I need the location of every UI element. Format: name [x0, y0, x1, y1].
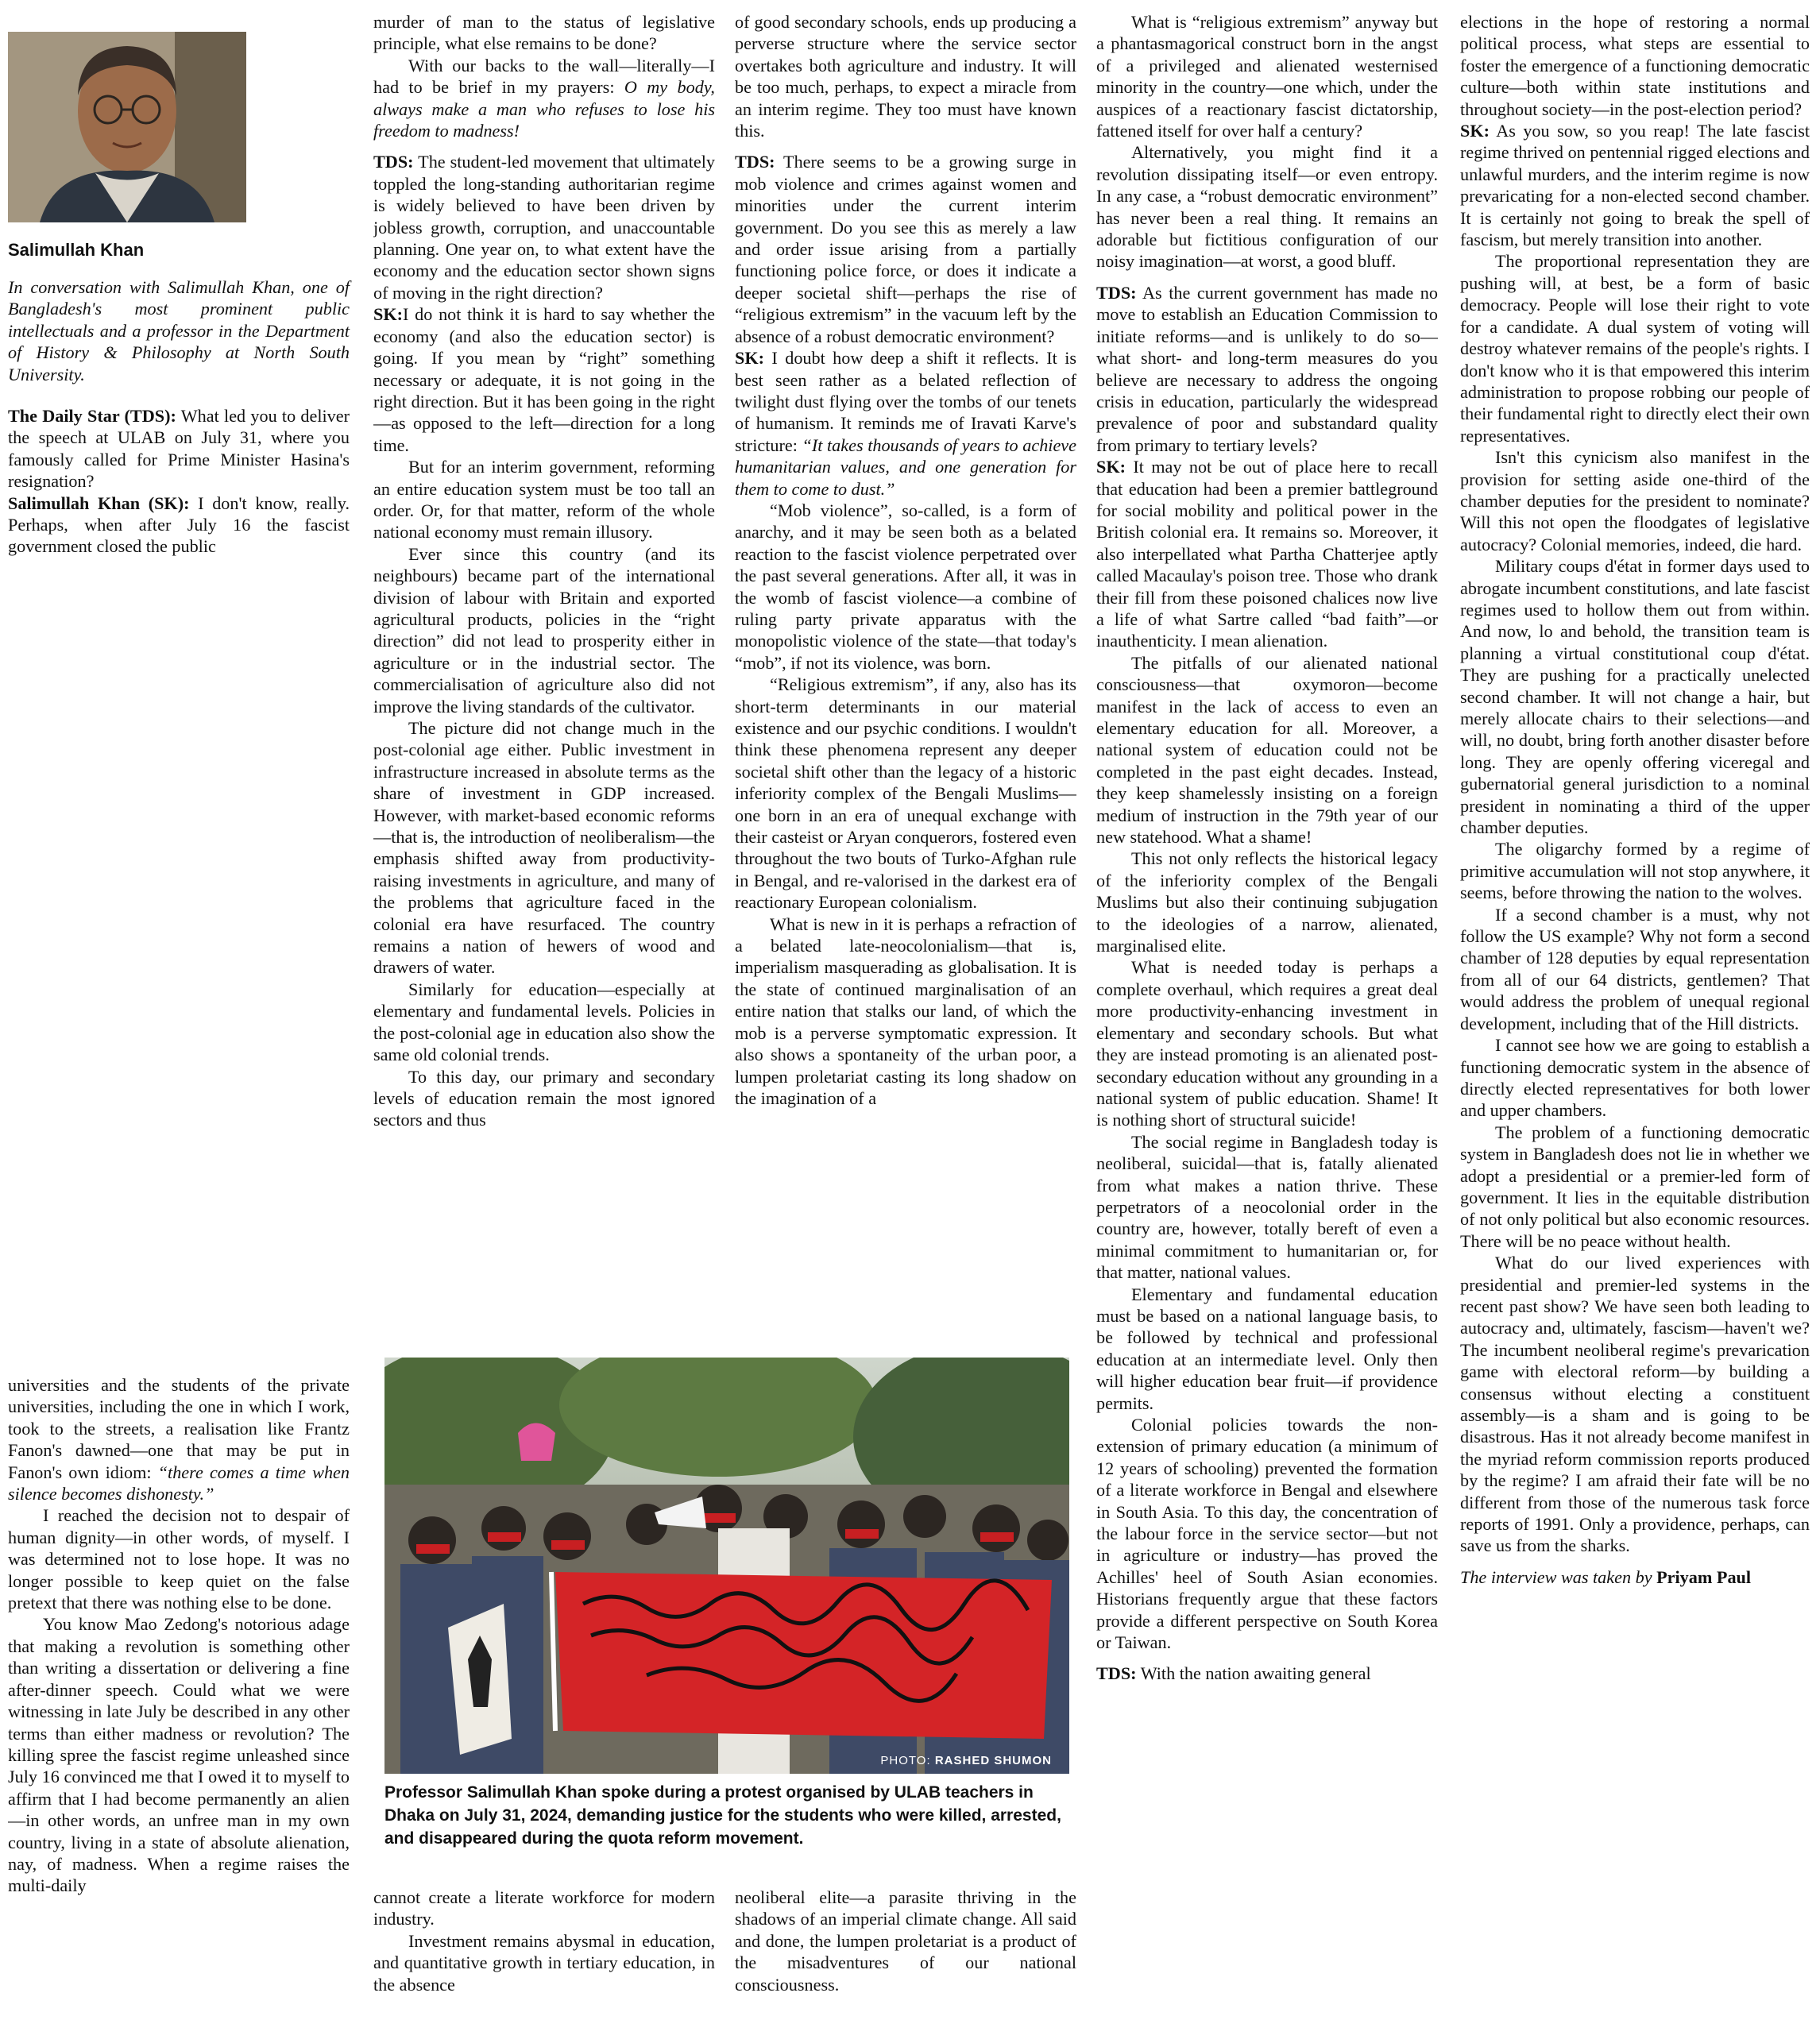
- paragraph: But for an interim government, reforming an entire education system must be too tall an order. Or, for that matter, reform of the whole national economy must remain illusory.: [373, 457, 715, 543]
- paragraph: This not only reflects the historical legacy of the inferiority complex of the Bengali Muslims but also their continuing subjugation to the ideologies of a narrow, alienated, marginalised elite.: [1096, 848, 1438, 956]
- paragraph: The picture did not change much in the post-colonial age either. Public investment in infrastructure increased in absolute terms as the share of investment in GDP increased. However, with market-based economic reforms—that is, the introduction of neoliberalism—the emphasis shifted away from productivity-raising investments in agriculture, and many of the problems that agriculture faced in the colonial era have resurfaced. The country remains a nation of hewers of wood and drawers of water.: [373, 718, 715, 978]
- paragraph: If a second chamber is a must, why not follow the US example? Why not form a second chamber of 128 deputies by equal representation from all of our 64 districts, gentlemen? That would address the problem of unequal regional development, including that of the Hill districts.: [1460, 904, 1810, 1033]
- photo-caption: Professor Salimullah Khan spoke during a protest organised by ULAB teachers in Dhaka on July 31, 2024, demanding justice for the students who were killed, arrested, and disappeared during the quota reform movement.: [384, 1783, 1061, 1848]
- paragraph: Alternatively, you might find it a revolution dissipating itself—or even entropy. In any case, a “robust democratic environment” has never been a real thing. It remains an adorable but fictitious configuration of our noisy imagination—at worst, a good bluff.: [1096, 142, 1438, 272]
- paragraph: Colonial policies towards the non-extension of primary education (a minimum of 12 years of schooling) prevented the formation of a literate workforce in Bengal and elsewhere in South Asia. To this day, the concentration of the labour force in the service sector—but not in agriculture or industry—has proved the Achilles' heel of South Asian economies. Historians frequently argue that these factors provide a different perspective on South Korea or Taiwan.: [1096, 1415, 1438, 1653]
- author-portrait: [8, 32, 246, 222]
- question-1: The Daily Star (TDS): What led you to deliver the speech at ULAB on July 31, where you famously called for Prime Minister Hasina's resignation?: [8, 406, 350, 492]
- paragraph: The problem of a functioning democratic system in Bangladesh does not lie in whether we adopt a presidential or a premier-led form of government. It lies in the equitable distribution of not only political but also economic resources. There will be no peace without health.: [1460, 1122, 1810, 1251]
- paragraph: of good secondary schools, ends up producing a perverse structure where the service sector overtakes both agriculture and industry. It will be too much, perhaps, to expect a miracle from an interim regime. They too must have known this.: [735, 12, 1076, 141]
- paragraph: You know Mao Zedong's notorious adage that making a revolution is something other than writing a dissertation or delivering a fine after-dinner speech. Could what we were witnessing in late July be described in any other terms than either madness or revolution? The killing spree the fascist regime unleashed since July 16 convinced me that I owed it to myself to affirm that I had become permanently an alien—in other words, an unfree man in my own country, living in a state of absolute alienation, nay, of madness. When a regime raises the multi-daily: [8, 1614, 350, 1896]
- question-4: TDS: As the current government has made no move to establish an Education Commission to initiate reforms—and is unlikely to do so—what short- and long-term measures do you believe are necessary to address the ongoing crisis in education, particularly the widespread prevalence of poor and substandard quality from primary to tertiary levels?: [1096, 282, 1438, 455]
- paragraph: What is “religious extremism” anyway but a phantasmagorical construct born in the angst of a privileged and alienated westernised minority in the country—one which, under the auspices of a reactionary fascist dictatorship, fattened itself for over half a century?: [1096, 12, 1438, 141]
- photo-credit: PHOTO: RASHED SHUMON: [880, 1754, 1052, 1767]
- column-2: [373, 11, 715, 1339]
- question-5: TDS: With the nation awaiting general: [1096, 1663, 1371, 1684]
- question-2: TDS: The student-led movement that ultimately toppled the long-standing authoritarian regime is widely believed to have been driven by jobless growth, corruption, and unaccountable planning. One year on, to what extent have the economy and the education sector shown signs of moving in the right direction?: [373, 152, 715, 303]
- answer-5: SK: As you sow, so you reap! The late fascist regime thrived on pentennial rigged elections and unlawful murders, and the interim regime is now prevaricating for a non-elected second chamber. It is certainly not going to break the spell of fascism, but merely transition into another.: [1460, 121, 1810, 250]
- paragraph: With our backs to the wall—literally—I had to be brief in my prayers: O my body, always make a man who refuses to lose his freedom to madness!: [373, 55, 715, 141]
- paragraph: Elementary and fundamental education must be based on a national language basis, to be followed by technical and professional education at an intermediate level. Only then will higher education bear fruit—if providence permits.: [1096, 1284, 1438, 1413]
- column-5: [1460, 11, 1810, 2018]
- paragraph: What is needed today is perhaps a complete overhaul, which requires a great deal more productivity-enhancing investment in elementary and secondary schools. But what they are instead promoting is an alienated post-secondary education without any grounding in a national system of public education. Shame! It is nothing short of structural suicide!: [1096, 957, 1438, 1130]
- paragraph: The social regime in Bangladesh today is neoliberal, suicidal—that is, fatally alienated from what makes a nation thrive. These perpetrators of a neocolonial order in the country are, however, totally bereft of even a minimal commitment to humanitarian or, for that matter, national values.: [1096, 1131, 1438, 1283]
- answer-1: Salimullah Khan (SK): I don't know, really. Perhaps, when after July 16 the fascist government closed the public: [8, 492, 350, 557]
- column-3-bottom: [735, 1887, 1076, 2018]
- paragraph: The oligarchy formed by a regime of primitive accumulation will not stop anywhere, it seems, before throwing the nation to the wolves.: [1460, 839, 1810, 903]
- paragraph: Military coups d'état in former days used to abrogate incumbent constitutions, and late fascist regimes used to hollow them out from within. And now, lo and behold, the transition team is planning a virtual constitutional coup d'état. They are pushing for a practically unelected second chamber. It will not change a hair, but merely allocate chairs to their selections—and will, no doubt, bring forth another disaster before long. They are openly offering viceregal and gubernatorial general jurisdiction to a nominal president in nominating a third of the upper chamber deputies.: [1460, 556, 1810, 838]
- paragraph: The pitfalls of our alienated national consciousness—that oxymoron—become manifest in the lack of access to even an elementary education for all. Moreover, a national system of education could not be completed in the past eight decades. Instead, they keep shamelessly insisting on a foreign medium of instruction in the 79th year of our new statehood. What a shame!: [1096, 652, 1438, 848]
- signoff: The interview was taken by Priyam Paul: [1460, 1566, 1752, 1587]
- paragraph: elections in the hope of restoring a normal political process, what steps are essential to foster the emergence of a functioning democratic culture—both within state institutions and throughout society—in the post-election period?: [1460, 12, 1810, 119]
- paragraph: “Religious extremism”, if any, also has its short-term determinants in our material existence and our psychic conditions. I wouldn't think these phenomena represent any deeper societal shift other than the legacy of a historic inferiority complex of the Bengali Muslims—one born in an era of unequal exchange with their casteist or Aryan conquerors, fostered even throughout the two bouts of Turko-Afghan rule in Bengal, and re-valorised in the darkest era of reactionary European colonialism.: [735, 674, 1076, 913]
- question-3: TDS: There seems to be a growing surge in mob violence and crimes against women and minorities under the current interim government. Do you see this as merely a law and order issue arising from a partially functioning police force, or does it indicate a deeper societal shift—perhaps the rise of “religious extremism” in the vacuum left by the absence of a robust democratic environment?: [735, 152, 1076, 346]
- paragraph: To this day, our primary and secondary levels of education remain the most ignored sectors and thus: [373, 1066, 715, 1130]
- intro-text: In conversation with Salimullah Khan, one of Bangladesh's most prominent public intellectuals and a professor in the Department of History & Philosophy at North South University.: [8, 277, 350, 384]
- paragraph: neoliberal elite—a parasite thriving in the shadows of an imperial climate change. All said and done, the lumpen proletariat is a product of the misadventures of our national consciousness.: [735, 1887, 1076, 1995]
- paragraph: What do our lived experiences with presidential and premier-led systems in the recent past show? We have seen both leading to autocracy and, ultimately, fascism—haven't we? The incumbent neoliberal regime's prevarication game with electoral reform—by building a consensus without electing a constituent assembly—is a sham and is going to be disastrous. Has it not already become manifest in the myriad reform commission reports produced by the regime? I am afraid their fate will be no different from those of the numerous task force reports of 1991. Only a providence, perhaps, can save us from the sharks.: [1460, 1253, 1810, 1556]
- protest-photo: [384, 1358, 1069, 1774]
- paragraph: cannot create a literate workforce for modern industry.: [373, 1887, 715, 1929]
- paragraph: “Mob violence”, so-called, is a form of anarchy, and it may be seen both as a belated reaction to the fascist violence perpetrated over the past several generations. After all, it was in the womb of fascist violence—a combine of ruling party private apparatus with the monopolistic violence of the state—that today's “mob”, if not its violence, was born.: [735, 500, 1076, 673]
- column-4: [1096, 11, 1438, 2018]
- paragraph: I reached the decision not to despair of human dignity—in other words, of myself. I was determined not to lose hope. It was no longer possible to keep quiet on the false pretext that there was nothing else to be done.: [8, 1505, 350, 1613]
- paragraph: Similarly for education—especially at elementary and fundamental levels. Policies in the post-colonial age in education also show the same old colonial trends.: [373, 979, 715, 1065]
- column-3: [735, 11, 1076, 1339]
- column-2-bottom: [373, 1887, 715, 2018]
- answer-2: SK:I do not think it is hard to say whether the economy (and also the education sector) is going. If you mean by “right” something necessary or adequate, it is not going in the right direction. But it has been going in the right—as opposed to the left—direction for a long time.: [373, 304, 715, 455]
- paragraph: Ever since this country (and its neighbours) became part of the international division of labour with Britain and exported agricultural products, policies in the “right direction” did not lead to prosperity either in agriculture or in the industrial sector. The commercialisation of agriculture also did not improve the living standards of the cultivator.: [373, 543, 715, 716]
- paragraph: What is new in it is perhaps a refraction of a belated late-neocolonialism—that is, imperialism masquerading as globalisation. It is the state of continued marginalisation of an entire nation that stalks our land, of which the mob is a perverse symptomatic expression. It also shows a spontaneity of the urban poor, a lumpen proletariat casting its long shadow on the imagination of a: [735, 913, 1076, 1108]
- paragraph: The proportional representation they are pushing will, at best, be a form of basic democracy. People will lose their right to vote for a candidate. A dual system of voting will destroy whatever remains of the people's rights. I don't know who it is that empowered this interim administration to propose robbing our people of their fundamental right to directly elect their own representatives.: [1460, 251, 1810, 446]
- paragraph: Investment remains abysmal in education, and quantitative growth in tertiary education, in the absence: [373, 1930, 715, 1995]
- column-1-bottom: [8, 1374, 350, 2018]
- author-byline: Salimullah Khan: [8, 240, 145, 260]
- answer-4: SK: It may not be out of place here to recall that education had been a premier battleground for social mobility and political power in the British colonial era. It remains so. Moreover, it also interpellated what Partha Chatterjee aptly called Macaulay's poison tree. Those who drank their fill from these poisoned chalices now live a life of what Sartre called “bad faith”—or inauthenticity. I mean alienation.: [1096, 457, 1438, 651]
- paragraph: murder of man to the status of legislative principle, what else remains to be done?: [373, 12, 715, 54]
- paragraph: Isn't this cynicism also manifest in the provision for setting aside one-third of the chamber deputies for the president to nominate? Will this not open the floodgates of legislative autocracy? Colonial memories, indeed, die hard.: [1460, 447, 1810, 554]
- answer-3: SK: I doubt how deep a shift it reflects. It is best seen rather as a belated reflection of twilight dust flying over the tombs of our tenets of humanism. It reminds me of Iravati Karve's stricture: “It takes thousands of years to achieve humanitarian values, and one generation for them to come to dust.”: [735, 348, 1076, 499]
- column-1-top: [8, 405, 350, 558]
- paragraph: I cannot see how we are going to establish a functioning democratic system in the absence of directly elected representatives for both lower and upper chambers.: [1460, 1035, 1810, 1121]
- paragraph: universities and the students of the private universities, including the one in which I work, took to the streets, a realisation like Frantz Fanon's dawned—one that may be put in Fanon's own idiom: “there comes a time when silence becomes dishonesty.”: [8, 1375, 350, 1504]
